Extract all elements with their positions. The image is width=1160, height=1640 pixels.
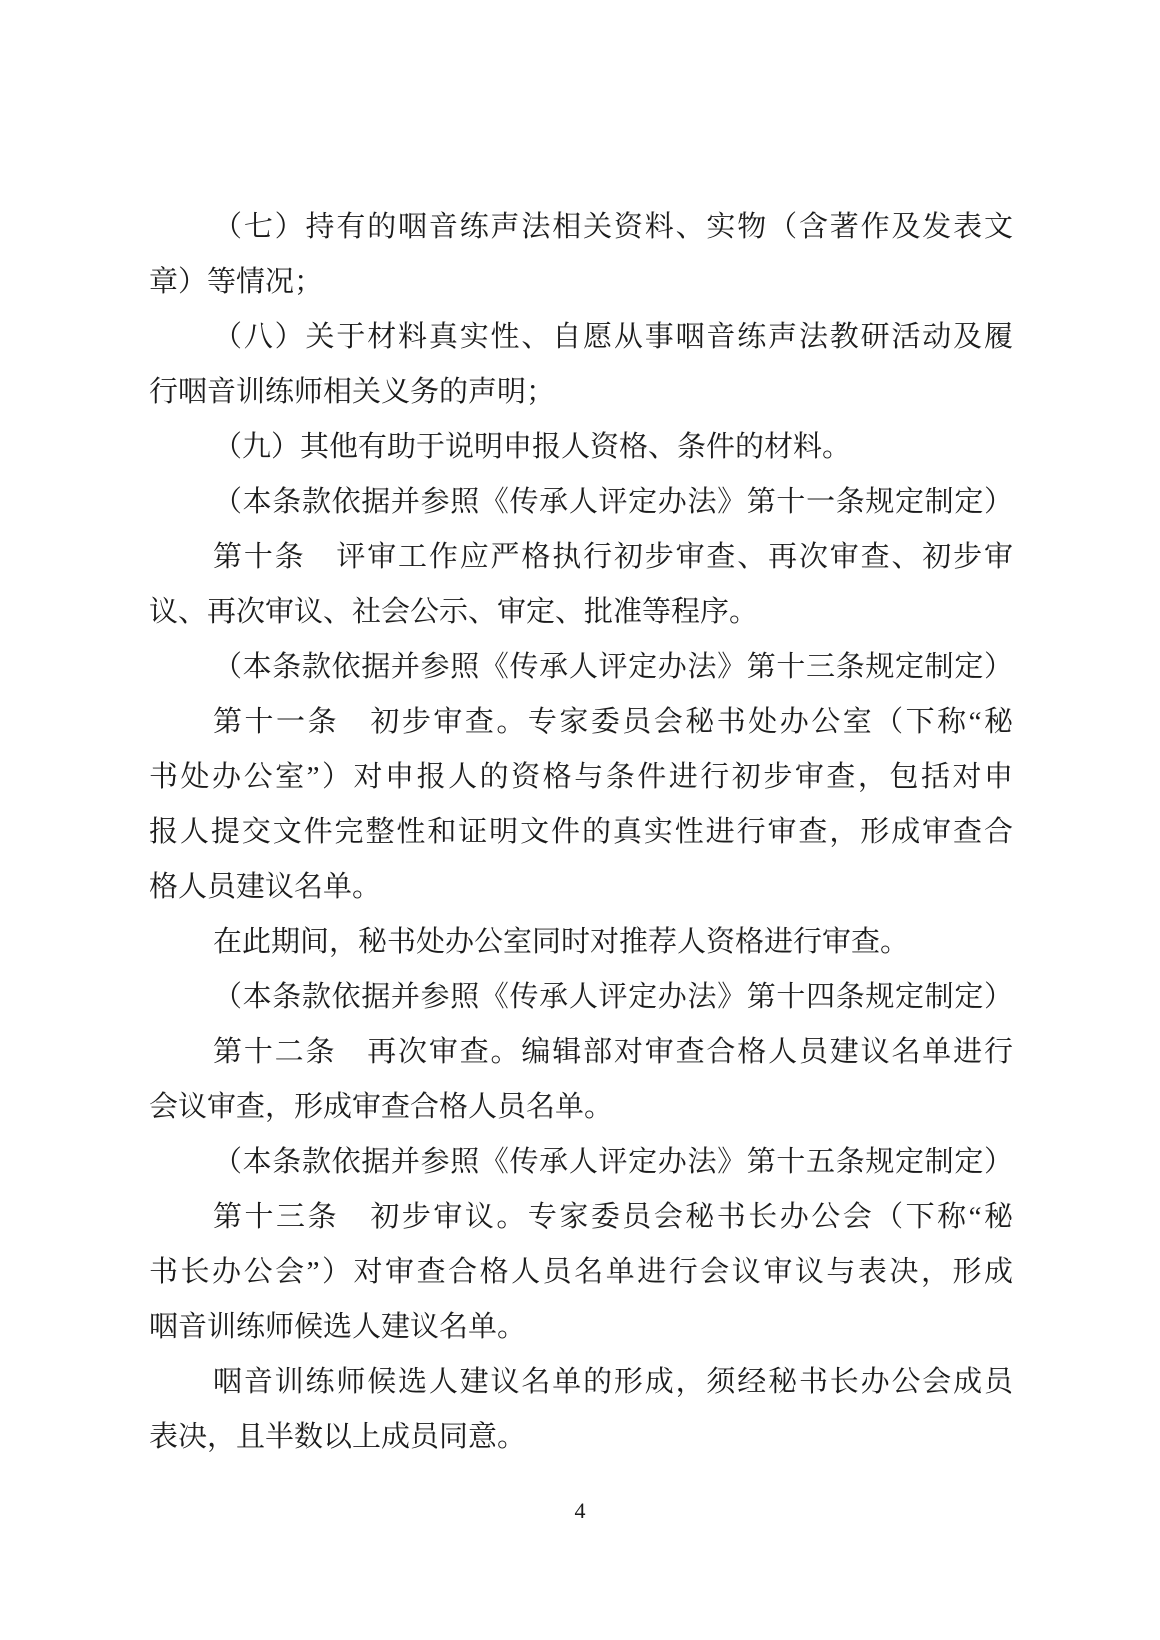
text-line: （本条款依据并参照《传承人评定办法》第十三条规定制定） bbox=[213, 651, 1013, 683]
document-body bbox=[149, 200, 1013, 1465]
text-line: 在此期间，秘书处办公室同时对推荐人资格进行审查。 bbox=[213, 926, 910, 958]
text-line: 咽音训练师候选人建议名单。 bbox=[149, 1311, 527, 1343]
page-number: 4 bbox=[574, 1498, 586, 1523]
text-line: 表决，且半数以上成员同意。 bbox=[149, 1421, 527, 1453]
text-line: （本条款依据并参照《传承人评定办法》第十四条规定制定） bbox=[213, 981, 1013, 1013]
text-line: （九）其他有助于说明申报人资格、条件的材料。 bbox=[213, 431, 852, 463]
text-line: 格人员建议名单。 bbox=[149, 871, 382, 903]
text-line: 报人提交文件完整性和证明文件的真实性进行审查，形成审查合 bbox=[149, 816, 1013, 848]
text-line: 第十二条 再次审查。编辑部对审查合格人员建议名单进行 bbox=[213, 1036, 1013, 1068]
text-line: 书长办公会”）对审查合格人员名单进行会议审议与表决，形成 bbox=[149, 1256, 1013, 1288]
text-line: 咽音训练师候选人建议名单的形成，须经秘书长办公会成员 bbox=[213, 1366, 1013, 1398]
text-line: 会议审查，形成审查合格人员名单。 bbox=[149, 1091, 614, 1123]
text-line: 章）等情况； bbox=[149, 266, 324, 298]
text-line: 第十条 评审工作应严格执行初步审查、再次审查、初步审 bbox=[213, 541, 1013, 573]
text-line: （本条款依据并参照《传承人评定办法》第十一条规定制定） bbox=[213, 486, 1013, 518]
text-line: （八）关于材料真实性、自愿从事咽音练声法教研活动及履 bbox=[213, 321, 1013, 353]
text-line: 行咽音训练师相关义务的声明； bbox=[149, 376, 556, 408]
text-line: 议、再次审议、社会公示、审定、批准等程序。 bbox=[149, 596, 759, 628]
text-line: 第十一条 初步审查。专家委员会秘书处办公室（下称“秘 bbox=[213, 706, 1013, 738]
page-footer bbox=[0, 1496, 1160, 1526]
text-line: 第十三条 初步审议。专家委员会秘书长办公会（下称“秘 bbox=[213, 1201, 1013, 1233]
text-line: （七）持有的咽音练声法相关资料、实物（含著作及发表文 bbox=[213, 211, 1013, 243]
text-line: （本条款依据并参照《传承人评定办法》第十五条规定制定） bbox=[213, 1146, 1013, 1178]
text-line: 书处办公室”）对申报人的资格与条件进行初步审查，包括对申 bbox=[149, 761, 1013, 793]
